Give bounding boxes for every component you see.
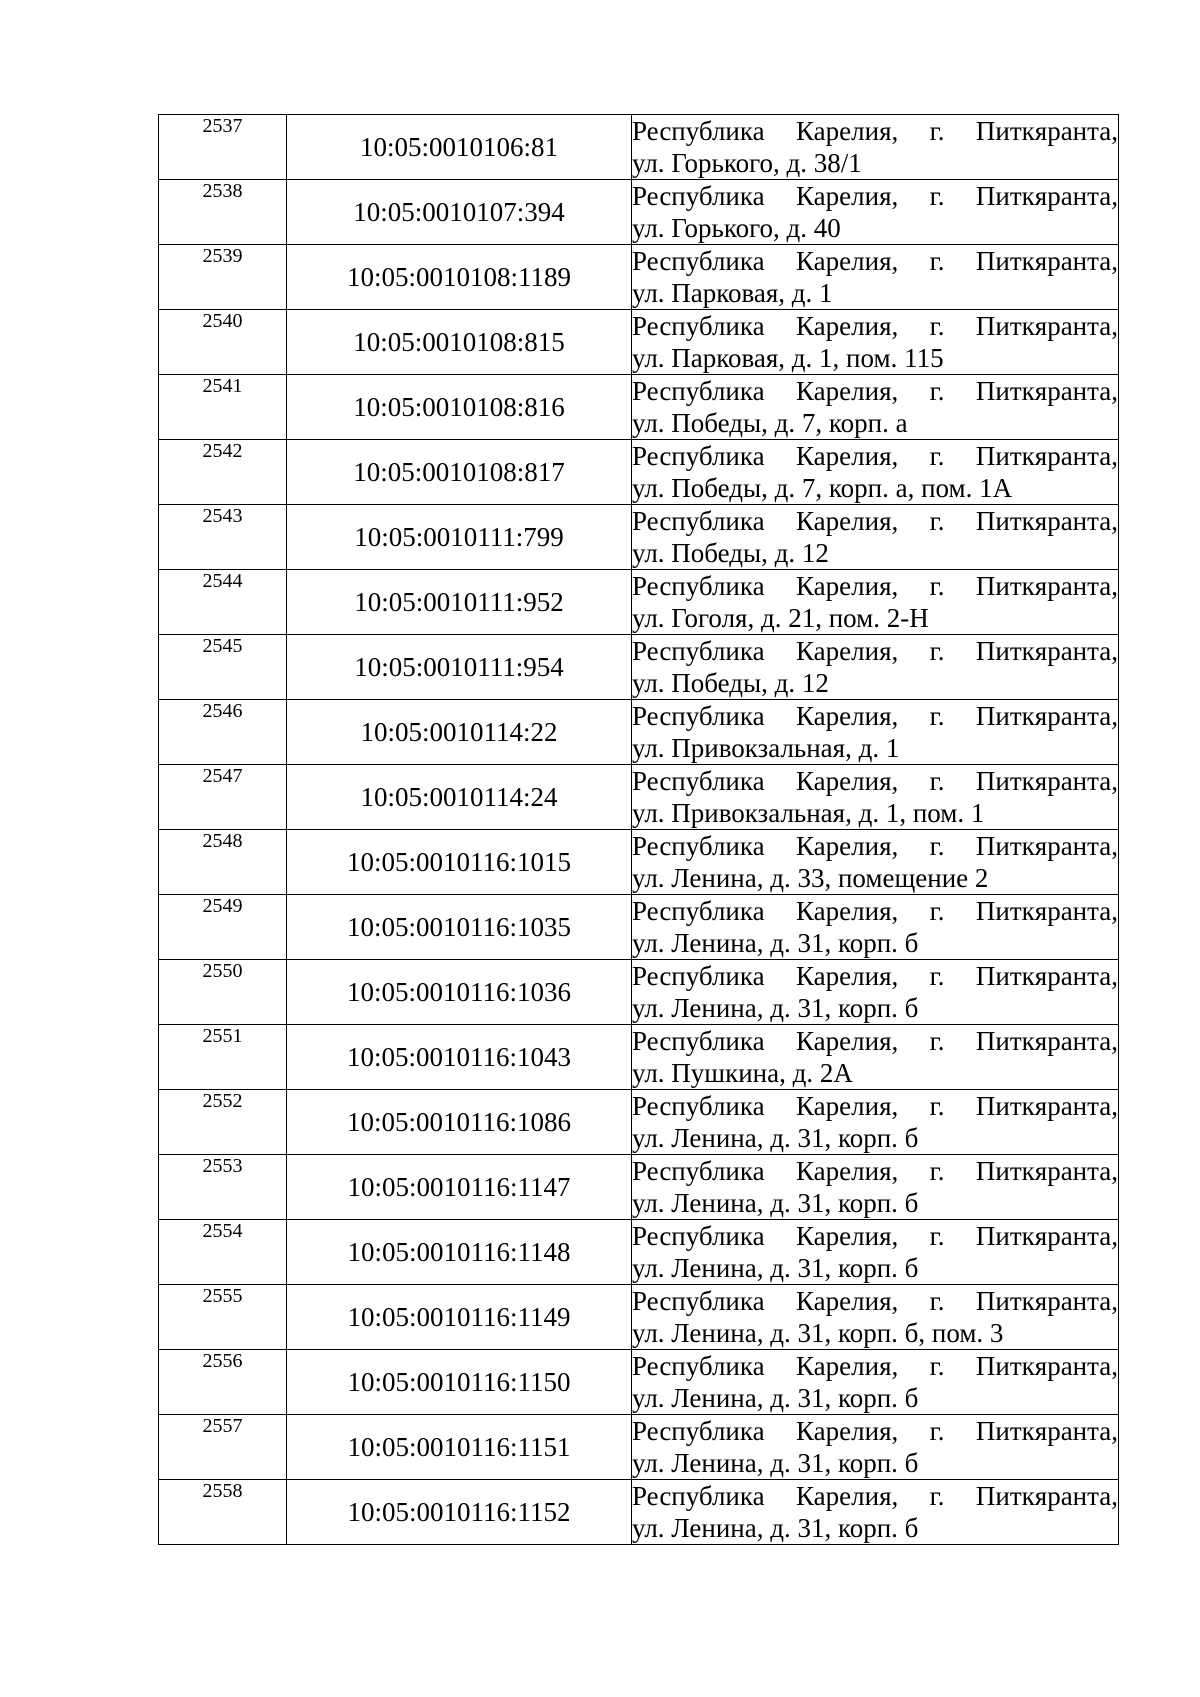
address-line-1: Республика Карелия, г. Питкяранта,: [632, 766, 1118, 796]
address-line-1: Республика Карелия, г. Питкяранта,: [632, 961, 1118, 991]
table-row: [159, 635, 1119, 700]
row-number: 2547: [159, 765, 287, 830]
address-line-2: ул. Победы, д. 7, корп. а: [632, 408, 908, 438]
cadastral-number: 10:05:0010116:1035: [287, 895, 632, 960]
address-line-1: Республика Карелия, г. Питкяранта,: [632, 116, 1118, 146]
address-line-2: ул. Парковая, д. 1: [632, 278, 833, 308]
address-cell: [632, 570, 1119, 635]
table-row: [159, 830, 1119, 895]
table-row: [159, 1350, 1119, 1415]
address-cell: [632, 1285, 1119, 1350]
table-row: [159, 1155, 1119, 1220]
address-line-1: Республика Карелия, г. Питкяранта,: [632, 896, 1118, 926]
address-line-2: ул. Горького, д. 38/1: [632, 148, 862, 178]
row-number: 2539: [159, 245, 287, 310]
row-number: 2538: [159, 180, 287, 245]
row-number: 2545: [159, 635, 287, 700]
table-row: [159, 245, 1119, 310]
table-row: [159, 960, 1119, 1025]
address-line-2: ул. Ленина, д. 31, корп. б: [632, 928, 919, 958]
cadastral-number: 10:05:0010111:954: [287, 635, 632, 700]
cadastral-number: 10:05:0010114:22: [287, 700, 632, 765]
row-number: 2546: [159, 700, 287, 765]
cadastral-number: 10:05:0010116:1149: [287, 1285, 632, 1350]
address-cell: [632, 310, 1119, 375]
address-cell: [632, 440, 1119, 505]
cadastral-number: 10:05:0010116:1043: [287, 1025, 632, 1090]
cadastral-number: 10:05:0010116:1147: [287, 1155, 632, 1220]
address-line-2: ул. Ленина, д. 31, корп. б: [632, 1513, 919, 1543]
row-number: 2537: [159, 115, 287, 180]
address-line-1: Республика Карелия, г. Питкяранта,: [632, 636, 1118, 666]
table-row: [159, 1415, 1119, 1480]
address-cell: [632, 505, 1119, 570]
address-cell: [632, 1220, 1119, 1285]
address-cell: [632, 960, 1119, 1025]
address-line-1: Республика Карелия, г. Питкяранта,: [632, 701, 1118, 731]
row-number: 2558: [159, 1480, 287, 1545]
table-row: [159, 1090, 1119, 1155]
table-row: [159, 1025, 1119, 1090]
row-number: 2551: [159, 1025, 287, 1090]
cadastral-number: 10:05:0010108:815: [287, 310, 632, 375]
row-number: 2555: [159, 1285, 287, 1350]
address-line-1: Республика Карелия, г. Питкяранта,: [632, 1156, 1118, 1186]
table-row: [159, 440, 1119, 505]
address-line-1: Республика Карелия, г. Питкяранта,: [632, 506, 1118, 536]
cadastral-number: 10:05:0010114:24: [287, 765, 632, 830]
cadastral-number: 10:05:0010107:394: [287, 180, 632, 245]
address-cell: [632, 245, 1119, 310]
address-line-2: ул. Ленина, д. 31, корп. б: [632, 1253, 919, 1283]
table-row: [159, 505, 1119, 570]
table-row: [159, 375, 1119, 440]
table-row: [159, 765, 1119, 830]
row-number: 2540: [159, 310, 287, 375]
address-line-2: ул. Ленина, д. 31, корп. б: [632, 1448, 919, 1478]
address-line-1: Республика Карелия, г. Питкяранта,: [632, 571, 1118, 601]
address-line-2: ул. Ленина, д. 31, корп. б: [632, 1123, 919, 1153]
table-row: [159, 180, 1119, 245]
address-line-1: Республика Карелия, г. Питкяранта,: [632, 1091, 1118, 1121]
address-line-2: ул. Ленина, д. 31, корп. б, пом. 3: [632, 1318, 1004, 1348]
row-number: 2554: [159, 1220, 287, 1285]
address-line-2: ул. Привокзальная, д. 1: [632, 733, 900, 763]
cadastral-number: 10:05:0010116:1148: [287, 1220, 632, 1285]
address-line-2: ул. Горького, д. 40: [632, 213, 841, 243]
address-cell: [632, 1480, 1119, 1545]
address-line-2: ул. Победы, д. 7, корп. а, пом. 1А: [632, 473, 1013, 503]
cadastral-number: 10:05:0010116:1086: [287, 1090, 632, 1155]
address-cell: [632, 375, 1119, 440]
address-line-1: Республика Карелия, г. Питкяранта,: [632, 1026, 1118, 1056]
address-line-2: ул. Победы, д. 12: [632, 538, 829, 568]
address-line-1: Республика Карелия, г. Питкяранта,: [632, 1286, 1118, 1316]
address-line-1: Республика Карелия, г. Питкяранта,: [632, 1351, 1118, 1381]
row-number: 2550: [159, 960, 287, 1025]
address-cell: [632, 1155, 1119, 1220]
cadastral-number: 10:05:0010108:1189: [287, 245, 632, 310]
address-line-1: Республика Карелия, г. Питкяранта,: [632, 1416, 1118, 1446]
address-line-2: ул. Ленина, д. 33, помещение 2: [632, 863, 989, 893]
address-line-2: ул. Парковая, д. 1, пом. 115: [632, 343, 944, 373]
address-line-1: Республика Карелия, г. Питкяранта,: [632, 831, 1118, 861]
cadastral-number: 10:05:0010116:1152: [287, 1480, 632, 1545]
address-line-1: Республика Карелия, г. Питкяранта,: [632, 311, 1118, 341]
address-cell: [632, 635, 1119, 700]
address-line-2: ул. Ленина, д. 31, корп. б: [632, 993, 919, 1023]
address-cell: [632, 180, 1119, 245]
table-row: [159, 1480, 1119, 1545]
address-line-1: Республика Карелия, г. Питкяранта,: [632, 376, 1118, 406]
row-number: 2548: [159, 830, 287, 895]
cadastral-number: 10:05:0010116:1015: [287, 830, 632, 895]
table-row: [159, 570, 1119, 635]
address-line-1: Республика Карелия, г. Питкяранта,: [632, 441, 1118, 471]
address-line-2: ул. Привокзальная, д. 1, пом. 1: [632, 798, 985, 828]
address-line-1: Республика Карелия, г. Питкяранта,: [632, 246, 1118, 276]
address-cell: [632, 1415, 1119, 1480]
address-cell: [632, 115, 1119, 180]
address-cell: [632, 830, 1119, 895]
row-number: 2556: [159, 1350, 287, 1415]
row-number: 2541: [159, 375, 287, 440]
address-line-1: Республика Карелия, г. Питкяранта,: [632, 181, 1118, 211]
cadastral-number: 10:05:0010106:81: [287, 115, 632, 180]
address-cell: [632, 765, 1119, 830]
address-cell: [632, 700, 1119, 765]
row-number: 2549: [159, 895, 287, 960]
address-line-2: ул. Ленина, д. 31, корп. б: [632, 1188, 919, 1218]
row-number: 2552: [159, 1090, 287, 1155]
address-cell: [632, 1090, 1119, 1155]
address-line-2: ул. Ленина, д. 31, корп. б: [632, 1383, 919, 1413]
address-line-2: ул. Гоголя, д. 21, пом. 2-Н: [632, 603, 929, 633]
cadastral-number: 10:05:0010108:817: [287, 440, 632, 505]
address-line-2: ул. Победы, д. 12: [632, 668, 829, 698]
cadastral-number: 10:05:0010116:1036: [287, 960, 632, 1025]
cadastral-number: 10:05:0010111:952: [287, 570, 632, 635]
address-cell: [632, 1025, 1119, 1090]
address-cell: [632, 895, 1119, 960]
table-row: [159, 1220, 1119, 1285]
row-number: 2553: [159, 1155, 287, 1220]
cadastral-number: 10:05:0010111:799: [287, 505, 632, 570]
table-row: [159, 310, 1119, 375]
table-body: [159, 115, 1119, 1545]
cadastral-number: 10:05:0010108:816: [287, 375, 632, 440]
address-line-1: Республика Карелия, г. Питкяранта,: [632, 1481, 1118, 1511]
table-row: [159, 895, 1119, 960]
row-number: 2557: [159, 1415, 287, 1480]
address-line-1: Республика Карелия, г. Питкяранта,: [632, 1221, 1118, 1251]
table-row: [159, 700, 1119, 765]
address-line-2: ул. Пушкина, д. 2А: [632, 1058, 853, 1088]
row-number: 2544: [159, 570, 287, 635]
table-row: [159, 115, 1119, 180]
table-row: [159, 1285, 1119, 1350]
row-number: 2543: [159, 505, 287, 570]
cadastral-number: 10:05:0010116:1150: [287, 1350, 632, 1415]
property-table: [158, 114, 1119, 1545]
address-cell: [632, 1350, 1119, 1415]
row-number: 2542: [159, 440, 287, 505]
cadastral-number: 10:05:0010116:1151: [287, 1415, 632, 1480]
